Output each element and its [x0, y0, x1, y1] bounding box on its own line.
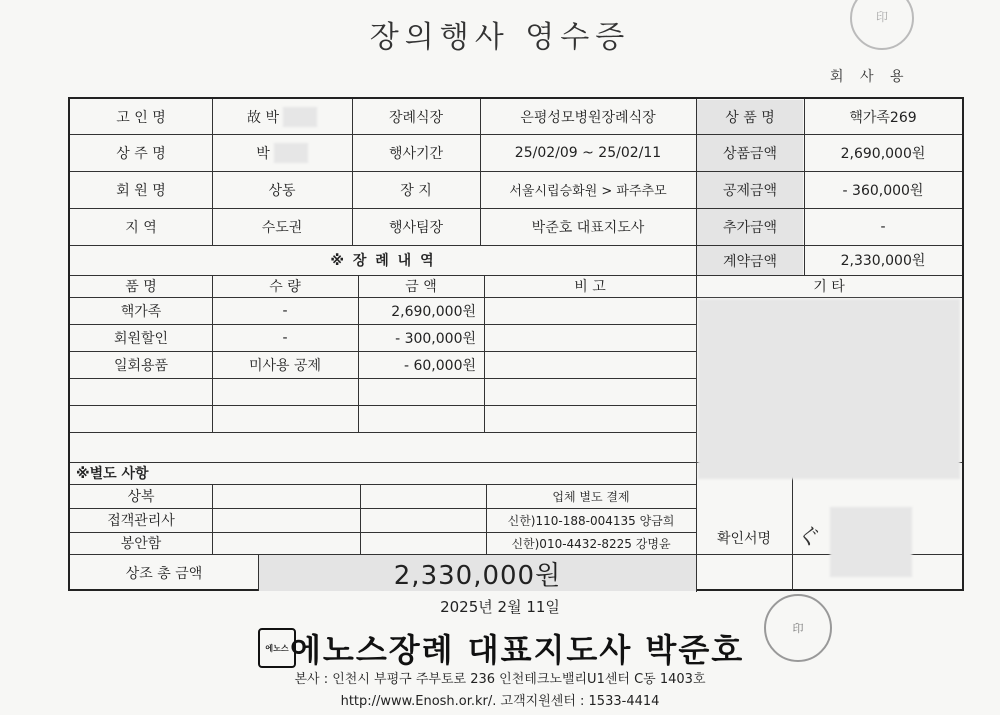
deceased-label: 고 인 명 — [116, 109, 166, 126]
contract-amount-value: 2,330,000원 — [840, 253, 926, 269]
v-line — [792, 462, 793, 591]
member-label: 회 원 명 — [116, 182, 166, 199]
deceased-value — [212, 99, 352, 134]
v-line — [360, 484, 361, 554]
leader-label: 행사팀장 — [388, 219, 444, 236]
period-value: 25/02/09 ~ 25/02/11 — [514, 144, 662, 161]
v-line — [484, 275, 485, 432]
redaction-box — [283, 107, 317, 127]
product-name-label: 상 품 명 — [697, 100, 803, 134]
extra-amount-label: 추가금액 — [697, 209, 803, 245]
table-row-amount: - 60,000원 — [403, 357, 476, 374]
special-title: ※별도 사항 — [76, 466, 149, 482]
col-header-item: 품 명 — [125, 279, 157, 295]
deduction-label: 공제금액 — [697, 172, 803, 208]
period-label: 행사기간 — [388, 145, 444, 162]
copy-label: 회 사 용 — [830, 69, 910, 85]
mourner-label: 상 주 명 — [116, 145, 166, 162]
leader-value: 박준호 대표지도사 — [531, 219, 645, 236]
mourner-value — [212, 134, 352, 171]
h-line — [70, 378, 696, 379]
col-header-amount: 금 액 — [405, 279, 437, 295]
total-amount: 2,330,000원 — [259, 555, 696, 591]
total-label: 상조 총 금액 — [125, 565, 203, 582]
hall-value: 은평성모병원장례식장 — [520, 109, 656, 126]
burial-label: 장 지 — [400, 182, 432, 199]
table-row-qty: - — [282, 302, 288, 319]
account-line: 신한)110-188-004135 양금희 — [507, 513, 675, 528]
company-signature: 에노스장례 대표지도사 박준호 — [290, 631, 745, 669]
account-line: 신한)010-4432-8225 강명윤 — [511, 536, 671, 551]
confirm-signature-label: 확인서명 — [716, 530, 772, 547]
col-header-other: 기 타 — [813, 279, 845, 295]
special-item: 상복 — [127, 489, 155, 505]
product-name-value: 핵가족269 — [849, 109, 917, 126]
mourner-name: 박 — [256, 145, 270, 162]
receipt-frame — [68, 97, 964, 591]
issue-date: 2025년 2월 11일 — [440, 598, 560, 616]
redacted-signature — [830, 507, 912, 577]
company-website: http://www.Enosh.or.kr/. 고객지원센터 : 1533-4414 — [340, 694, 660, 709]
contract-amount-label: 계약금액 — [697, 246, 803, 275]
region-value: 수도권 — [261, 219, 303, 236]
company-address: 본사 : 인천시 부평구 주부토로 236 인천테크노밸리U1센터 C동 1403호 — [294, 672, 706, 687]
special-item: 봉안함 — [120, 536, 162, 552]
payment-header: 업체 별도 결제 — [552, 489, 630, 504]
v-line — [212, 484, 213, 554]
logo-text: 에노스 — [265, 643, 289, 653]
table-row-amount: - 300,000원 — [395, 330, 476, 347]
col-header-note: 비 고 — [574, 279, 606, 295]
redacted-other-area — [698, 299, 960, 479]
product-price-value: 2,690,000원 — [840, 145, 926, 162]
extra-amount-value: - — [880, 218, 886, 235]
seal-text: 印 — [875, 10, 888, 24]
page-title: 장의행사 영수증 — [369, 20, 631, 55]
table-row-qty: 미사용 공제 — [248, 357, 322, 374]
table-row-amount: 2,690,000원 — [391, 303, 476, 320]
details-section-title: ※ 장 례 내 역 — [330, 253, 436, 269]
col-header-qty: 수 량 — [269, 279, 301, 295]
signature-scribble: ぐ — [796, 525, 819, 550]
table-row-item: 핵가족 — [120, 303, 162, 320]
h-line — [70, 405, 696, 406]
burial-value: 서울시립승화원 > 파주추모 — [509, 184, 667, 199]
h-line — [70, 432, 696, 433]
deduction-value: - 360,000원 — [842, 182, 924, 199]
hall-label: 장례식장 — [388, 109, 444, 126]
seal-text: 印 — [792, 622, 804, 635]
table-row-item: 일회용품 — [113, 357, 169, 374]
seal-stamp-bottom — [764, 594, 832, 662]
member-value: 상동 — [268, 182, 296, 199]
region-label: 지 역 — [125, 219, 157, 236]
table-row-qty: - — [282, 329, 288, 346]
product-price-label: 상품금액 — [697, 135, 803, 171]
table-row-item: 회원할인 — [113, 330, 169, 347]
deceased-name: 故 박 — [247, 109, 279, 126]
redaction-box — [274, 143, 308, 163]
special-item: 접객관리사 — [107, 513, 175, 529]
